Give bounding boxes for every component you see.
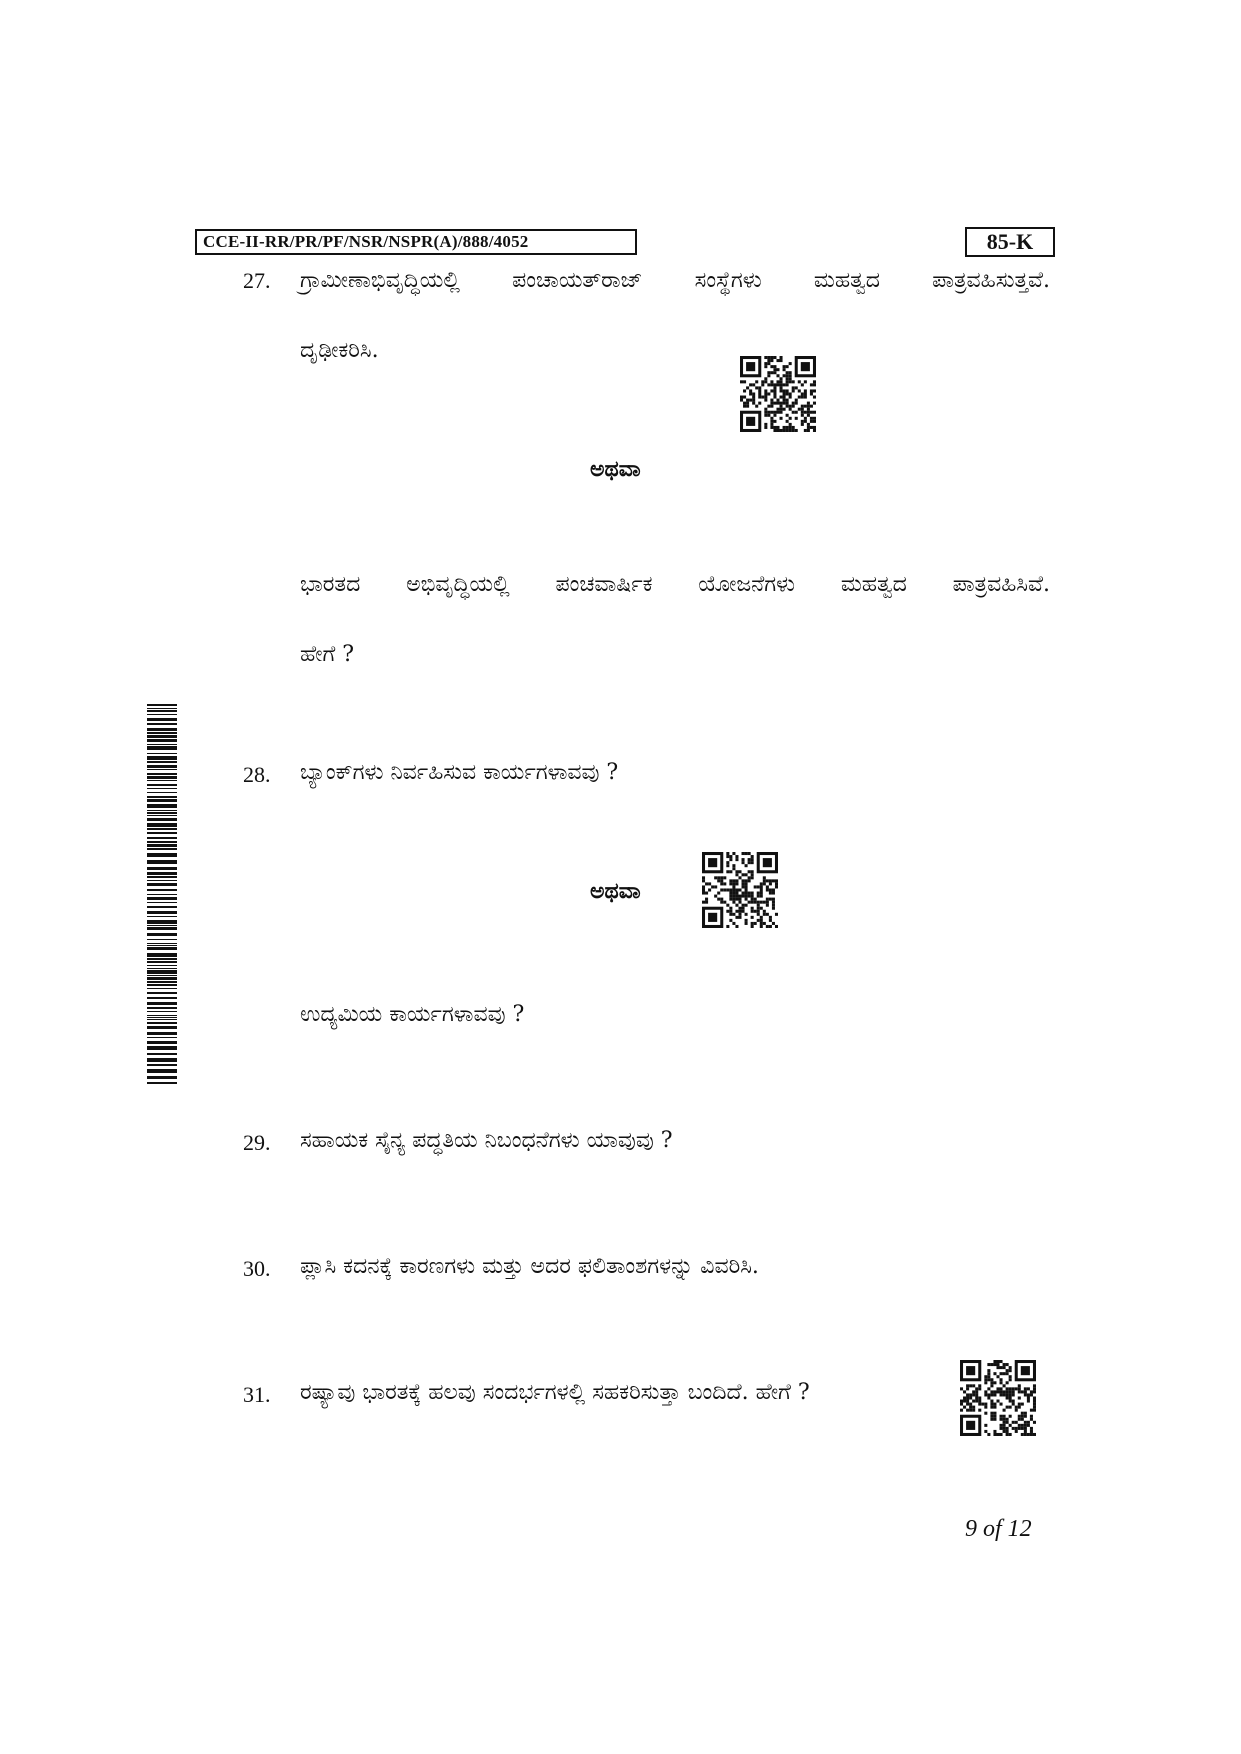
question-28-text: ಬ್ಯಾಂಕ್‌ಗಳು ನಿರ್ವಹಿಸುವ ಕಾರ್ಯಗಳಾವವು ? [300, 760, 619, 785]
question-paper-code: CCE-II-RR/PR/PF/NSR/NSPR(A)/888/4052 [195, 229, 637, 255]
or-separator-28: ಅಥವಾ [590, 878, 641, 904]
question-31-text: ರಷ್ಯಾವು ಭಾರತಕ್ಕೆ ಹಲವು ಸಂದರ್ಭಗಳಲ್ಲಿ ಸಹಕರಿಸುತ್ತಾ ಬಂದಿದೆ. ಹೇಗೆ ? [300, 1380, 810, 1405]
paper-code-badge: 85-K [965, 227, 1055, 257]
question-27-text-line1: ಗ್ರಾಮೀಣಾಭಿವೃದ್ಧಿಯಲ್ಲಿ ಪಂಚಾಯತ್‌ರಾಜ್ ಸಂಸ್ಥೆಗಳು ಮಹತ್ವದ ಪಾತ್ರವಹಿಸುತ್ತವೆ. [300, 268, 1050, 293]
qr-code-icon [702, 852, 778, 928]
barcode [147, 704, 177, 1084]
question-number-27: 27. [243, 268, 271, 293]
question-number-29: 29. [243, 1130, 271, 1155]
qr-code-icon [960, 1360, 1036, 1436]
page-number: 9 of 12 [965, 1516, 1032, 1542]
question-number-30: 30. [243, 1256, 271, 1281]
or-separator-27: ಅಥವಾ [590, 456, 641, 482]
question-28-alt-text: ಉದ್ಯಮಿಯ ಕಾರ್ಯಗಳಾವವು ? [300, 1002, 525, 1027]
question-27-text-line2: ದೃಢೀಕರಿಸಿ. [300, 338, 379, 363]
question-27-alt-line2: ಹೇಗೆ ? [300, 642, 355, 667]
qr-code-icon [740, 356, 816, 432]
question-number-31: 31. [243, 1382, 271, 1407]
question-27-alt-line1: ಭಾರತದ ಅಭಿವೃದ್ಧಿಯಲ್ಲಿ ಪಂಚವಾರ್ಷಿಕ ಯೋಜನೆಗಳು ಮಹತ್ವದ ಪಾತ್ರವಹಿಸಿವೆ. [300, 572, 1050, 597]
question-29-text: ಸಹಾಯಕ ಸೈನ್ಯ ಪದ್ಧತಿಯ ನಿಬಂಧನೆಗಳು ಯಾವುವು ? [300, 1128, 673, 1153]
question-30-text: ಪ್ಲಾಸಿ ಕದನಕ್ಕೆ ಕಾರಣಗಳು ಮತ್ತು ಅದರ ಫಲಿತಾಂಶಗಳನ್ನು ವಿವರಿಸಿ. [300, 1254, 759, 1279]
question-number-28: 28. [243, 762, 271, 787]
